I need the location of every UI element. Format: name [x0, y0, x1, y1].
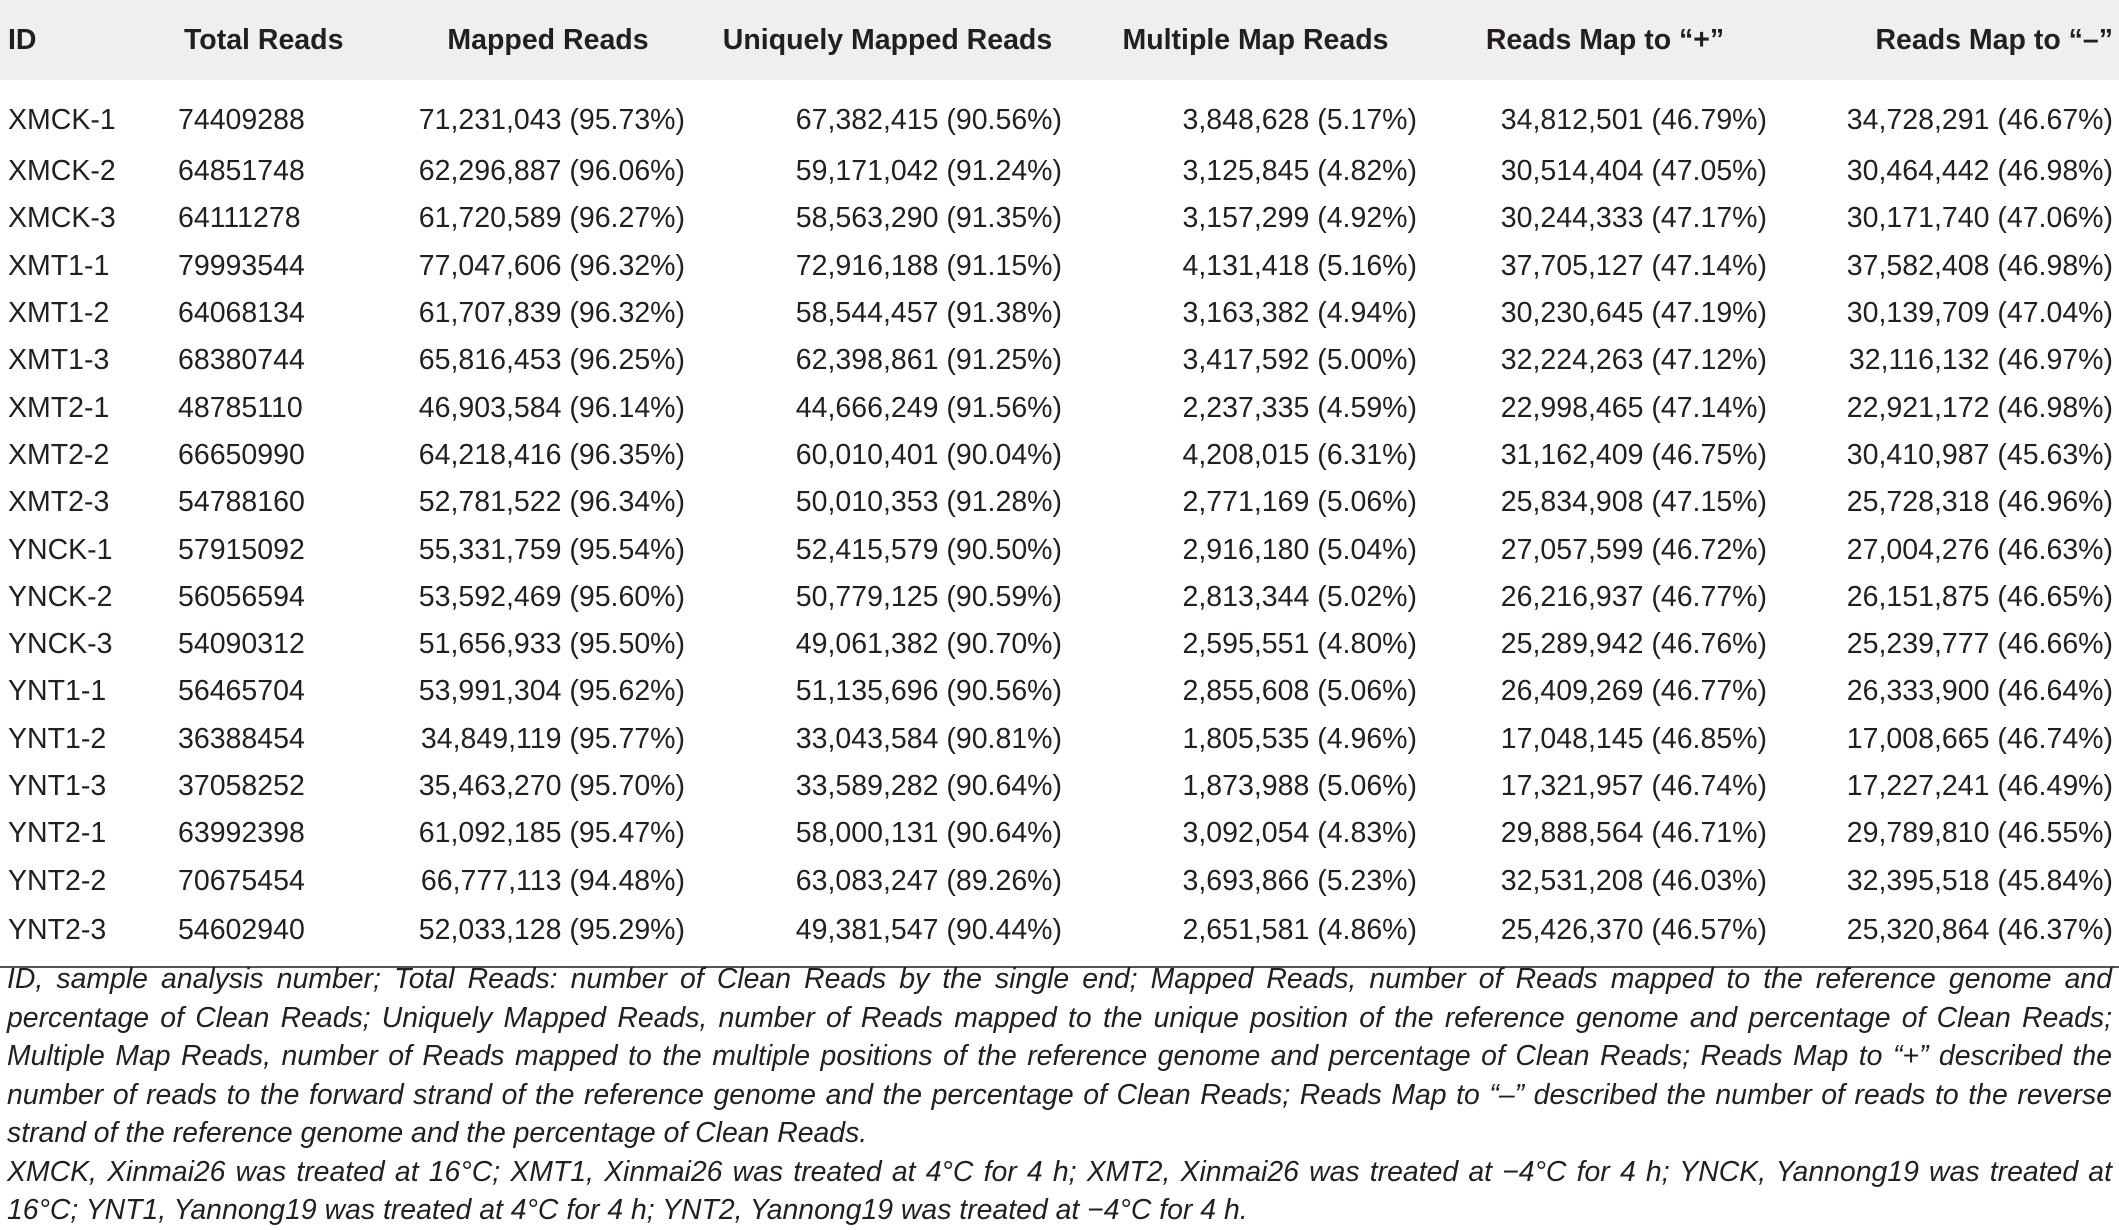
cell-id: XMT2-1	[8, 391, 110, 424]
cell-id: YNCK-1	[8, 533, 113, 566]
header-reads-map-plus: Reads Map to “+”	[1485, 23, 1725, 56]
cell-mapped-reads: 52,781,522 (96.34%)	[418, 486, 685, 519]
table-row	[0, 526, 2119, 573]
cell-uniquely-mapped-reads: 49,061,382 (90.70%)	[795, 628, 1062, 661]
cell-total-reads: 37058252	[178, 770, 305, 802]
cell-uniquely-mapped-reads: 44,666,249 (91.56%)	[795, 391, 1062, 424]
cell-mapped-reads: 64,218,416 (96.35%)	[418, 438, 685, 471]
table-footnotes	[7, 960, 2112, 1230]
cell-multiple-map-reads: 3,848,628 (5.17%)	[1182, 103, 1417, 136]
cell-reads-map-plus: 22,998,465 (47.14%)	[1500, 391, 1767, 424]
cell-id: YNCK-3	[8, 628, 113, 661]
cell-reads-map-minus: 25,728,318 (46.96%)	[1846, 486, 2113, 519]
table-header	[0, 0, 2119, 80]
cell-reads-map-plus: 37,705,127 (47.14%)	[1500, 249, 1767, 282]
cell-multiple-map-reads: 2,651,581 (4.86%)	[1182, 913, 1417, 946]
cell-total-reads: 70675454	[178, 864, 305, 897]
header-total-reads: Total Reads	[184, 23, 344, 56]
table-row	[0, 80, 2119, 148]
header-mapped-reads: Mapped Reads	[447, 23, 649, 56]
cell-mapped-reads: 65,816,453 (96.25%)	[418, 344, 685, 377]
footnote-treatments: XMCK, Xinmai26 was treated at 16°C; XMT1, Xinmai26 was treated at 4°C for 4 h; XMT2, Xinmai26 was treated at −4°C for 4 h; YNCK, Yannong19 was treated at 16°C; YNT1, Yannong19 was treated at 4°C for 4 h; YNT2, Yannong19 was treated at −4°C for 4 h.	[7, 1155, 2112, 1226]
table-body	[0, 80, 2119, 967]
table-row	[0, 905, 2119, 967]
cell-reads-map-minus: 30,410,987 (45.63%)	[1846, 438, 2113, 471]
cell-mapped-reads: 71,231,043 (95.73%)	[418, 103, 685, 136]
cell-uniquely-mapped-reads: 59,171,042 (91.24%)	[795, 155, 1062, 188]
cell-reads-map-minus: 22,921,172 (46.98%)	[1846, 391, 2113, 424]
cell-reads-map-minus: 30,464,442 (46.98%)	[1846, 155, 2113, 188]
cell-reads-map-minus: 25,320,864 (46.37%)	[1846, 913, 2113, 946]
cell-id: XMCK-3	[8, 202, 116, 235]
cell-reads-map-plus: 32,531,208 (46.03%)	[1500, 864, 1767, 897]
cell-multiple-map-reads: 2,813,344 (5.02%)	[1182, 580, 1417, 613]
cell-uniquely-mapped-reads: 50,010,353 (91.28%)	[795, 486, 1062, 519]
cell-uniquely-mapped-reads: 72,916,188 (91.15%)	[795, 249, 1062, 282]
cell-uniquely-mapped-reads: 58,544,457 (91.38%)	[795, 297, 1062, 330]
cell-reads-map-plus: 17,048,145 (46.85%)	[1500, 722, 1767, 755]
table-row	[0, 621, 2119, 668]
cell-uniquely-mapped-reads: 52,415,579 (90.50%)	[795, 533, 1062, 566]
cell-reads-map-minus: 26,151,875 (46.65%)	[1846, 580, 2113, 613]
cell-reads-map-plus: 27,057,599 (46.72%)	[1500, 533, 1767, 566]
table-row	[0, 716, 2119, 763]
cell-total-reads: 54788160	[178, 486, 305, 519]
cell-uniquely-mapped-reads: 60,010,401 (90.04%)	[795, 438, 1062, 471]
cell-mapped-reads: 53,592,469 (95.60%)	[418, 580, 685, 613]
cell-mapped-reads: 61,707,839 (96.32%)	[418, 297, 685, 330]
cell-reads-map-minus: 17,227,241 (46.49%)	[1846, 770, 2113, 802]
cell-reads-map-plus: 30,514,404 (47.05%)	[1500, 155, 1767, 188]
table-row	[0, 195, 2119, 242]
cell-reads-map-plus: 26,409,269 (46.77%)	[1500, 675, 1767, 708]
cell-reads-map-plus: 34,812,501 (46.79%)	[1500, 103, 1767, 136]
cell-reads-map-minus: 25,239,777 (46.66%)	[1846, 628, 2113, 661]
cell-id: XMT1-3	[8, 344, 110, 377]
cell-id: YNT1-2	[8, 722, 107, 755]
cell-id: XMT1-2	[8, 297, 110, 330]
cell-reads-map-minus: 30,139,709 (47.04%)	[1846, 297, 2113, 330]
header-uniquely-mapped-reads: Uniquely Mapped Reads	[722, 23, 1053, 56]
cell-total-reads: 48785110	[178, 391, 303, 424]
cell-reads-map-plus: 31,162,409 (46.75%)	[1500, 438, 1767, 471]
cell-uniquely-mapped-reads: 49,381,547 (90.44%)	[795, 913, 1062, 946]
cell-total-reads: 64851748	[178, 155, 305, 188]
cell-uniquely-mapped-reads: 58,000,131 (90.64%)	[795, 817, 1062, 850]
table-row	[0, 384, 2119, 431]
cell-total-reads: 79993544	[178, 249, 305, 282]
table-row	[0, 290, 2119, 337]
header-multiple-map-reads: Multiple Map Reads	[1122, 23, 1389, 56]
cell-id: YNCK-2	[8, 580, 113, 613]
cell-multiple-map-reads: 3,157,299 (4.92%)	[1182, 202, 1417, 235]
cell-total-reads: 64111278	[178, 202, 301, 235]
cell-uniquely-mapped-reads: 33,043,584 (90.81%)	[795, 722, 1062, 755]
table-row	[0, 857, 2119, 904]
table-row	[0, 574, 2119, 621]
cell-reads-map-plus: 29,888,564 (46.71%)	[1500, 817, 1767, 850]
cell-mapped-reads: 61,092,185 (95.47%)	[418, 817, 685, 850]
cell-mapped-reads: 55,331,759 (95.54%)	[418, 533, 685, 566]
cell-mapped-reads: 52,033,128 (95.29%)	[418, 913, 685, 946]
table-row	[0, 148, 2119, 195]
cell-multiple-map-reads: 2,855,608 (5.06%)	[1182, 675, 1417, 708]
cell-total-reads: 56056594	[178, 580, 305, 613]
cell-multiple-map-reads: 2,237,335 (4.59%)	[1182, 391, 1417, 424]
cell-uniquely-mapped-reads: 33,589,282 (90.64%)	[795, 770, 1062, 802]
cell-total-reads: 56465704	[178, 675, 305, 708]
cell-id: XMT2-2	[8, 438, 110, 471]
cell-mapped-reads: 35,463,270 (95.70%)	[418, 770, 685, 802]
cell-mapped-reads: 34,849,119 (95.77%)	[420, 722, 685, 755]
table-row	[0, 243, 2119, 290]
cell-total-reads: 63992398	[178, 817, 305, 850]
cell-uniquely-mapped-reads: 51,135,696 (90.56%)	[795, 675, 1062, 708]
table-row	[0, 337, 2119, 384]
cell-uniquely-mapped-reads: 62,398,861 (91.25%)	[795, 344, 1062, 377]
cell-mapped-reads: 46,903,584 (96.14%)	[418, 391, 685, 424]
table-row	[0, 432, 2119, 479]
cell-multiple-map-reads: 3,163,382 (4.94%)	[1182, 297, 1417, 330]
cell-uniquely-mapped-reads: 63,083,247 (89.26%)	[795, 864, 1062, 897]
cell-reads-map-minus: 26,333,900 (46.64%)	[1846, 675, 2113, 708]
cell-id: XMCK-2	[8, 155, 116, 188]
cell-mapped-reads: 66,777,113 (94.48%)	[420, 864, 685, 897]
cell-reads-map-plus: 30,230,645 (47.19%)	[1500, 297, 1767, 330]
cell-reads-map-minus: 34,728,291 (46.67%)	[1846, 103, 2113, 136]
header-id: ID	[8, 23, 37, 56]
cell-id: XMCK-1	[8, 103, 116, 136]
cell-uniquely-mapped-reads: 67,382,415 (90.56%)	[795, 103, 1062, 136]
cell-multiple-map-reads: 1,873,988 (5.06%)	[1182, 770, 1417, 802]
cell-mapped-reads: 51,656,933 (95.50%)	[418, 628, 685, 661]
cell-total-reads: 64068134	[178, 297, 305, 330]
cell-reads-map-plus: 25,834,908 (47.15%)	[1500, 486, 1767, 519]
header-reads-map-minus: Reads Map to “–”	[1875, 23, 2113, 56]
cell-id: YNT2-2	[8, 864, 107, 897]
cell-reads-map-minus: 27,004,276 (46.63%)	[1846, 533, 2113, 566]
footnote-abbreviations: ID, sample analysis number; Total Reads: number of Clean Reads by the single end; Mapped Reads, number of Reads mapped to the reference genome and percentage of Clean Reads; Uniquely Mapped Reads, number of Reads mapped to the unique position of the reference genome and percentage of Clean Reads; Multiple Map Reads, number of Reads mapped to the multiple positions of the reference genome and percentage of Clean Reads; Reads Map to “+” described the number of reads to the forward strand of the reference genome and the percentage of Clean Reads; Reads Map to “–” described the number of reads to the reverse strand of the reference genome and the percentage of Clean Reads.	[7, 963, 2112, 1149]
header-row	[0, 0, 2119, 80]
cell-reads-map-minus: 32,395,518 (45.84%)	[1846, 864, 2113, 897]
cell-total-reads: 54090312	[178, 628, 305, 661]
cell-reads-map-minus: 37,582,408 (46.98%)	[1846, 249, 2113, 282]
cell-multiple-map-reads: 1,805,535 (4.96%)	[1182, 722, 1417, 755]
cell-multiple-map-reads: 4,131,418 (5.16%)	[1182, 249, 1417, 282]
cell-total-reads: 74409288	[178, 103, 305, 136]
cell-multiple-map-reads: 2,595,551 (4.80%)	[1182, 628, 1417, 661]
cell-multiple-map-reads: 2,771,169 (5.06%)	[1182, 486, 1417, 519]
cell-mapped-reads: 61,720,589 (96.27%)	[418, 202, 685, 235]
cell-total-reads: 54602940	[178, 913, 305, 946]
table-row	[0, 479, 2119, 526]
cell-reads-map-minus: 17,008,665 (46.74%)	[1846, 722, 2113, 755]
cell-reads-map-plus: 26,216,937 (46.77%)	[1500, 580, 1767, 613]
cell-reads-map-minus: 30,171,740 (47.06%)	[1846, 202, 2113, 235]
cell-uniquely-mapped-reads: 50,779,125 (90.59%)	[795, 580, 1062, 613]
cell-reads-map-plus: 32,224,263 (47.12%)	[1500, 344, 1767, 377]
cell-id: YNT1-3	[8, 770, 107, 802]
cell-mapped-reads: 77,047,606 (96.32%)	[418, 249, 685, 282]
cell-multiple-map-reads: 3,417,592 (5.00%)	[1182, 344, 1417, 377]
cell-reads-map-plus: 17,321,957 (46.74%)	[1500, 770, 1767, 802]
cell-reads-map-minus: 32,116,132 (46.97%)	[1848, 344, 2113, 377]
cell-reads-map-plus: 25,289,942 (46.76%)	[1500, 628, 1767, 661]
cell-reads-map-plus: 30,244,333 (47.17%)	[1500, 202, 1767, 235]
table-row	[0, 668, 2119, 715]
cell-id: YNT2-3	[8, 913, 107, 946]
cell-total-reads: 66650990	[178, 438, 305, 471]
cell-mapped-reads: 53,991,304 (95.62%)	[418, 675, 685, 708]
cell-id: XMT2-3	[8, 486, 110, 519]
table-row	[0, 763, 2119, 810]
cell-multiple-map-reads: 3,693,866 (5.23%)	[1182, 864, 1417, 897]
cell-uniquely-mapped-reads: 58,563,290 (91.35%)	[795, 202, 1062, 235]
cell-multiple-map-reads: 2,916,180 (5.04%)	[1182, 533, 1417, 566]
cell-total-reads: 57915092	[178, 533, 305, 566]
cell-total-reads: 36388454	[178, 722, 305, 755]
cell-multiple-map-reads: 3,092,054 (4.83%)	[1182, 817, 1417, 850]
cell-multiple-map-reads: 3,125,845 (4.82%)	[1182, 155, 1417, 188]
cell-reads-map-minus: 29,789,810 (46.55%)	[1846, 817, 2113, 850]
cell-mapped-reads: 62,296,887 (96.06%)	[418, 155, 685, 188]
cell-reads-map-plus: 25,426,370 (46.57%)	[1500, 913, 1767, 946]
table-row	[0, 810, 2119, 857]
cell-total-reads: 68380744	[178, 344, 305, 377]
cell-id: YNT1-1	[8, 675, 107, 708]
cell-multiple-map-reads: 4,208,015 (6.31%)	[1182, 438, 1417, 471]
cell-id: YNT2-1	[8, 817, 107, 850]
cell-id: XMT1-1	[8, 249, 110, 282]
